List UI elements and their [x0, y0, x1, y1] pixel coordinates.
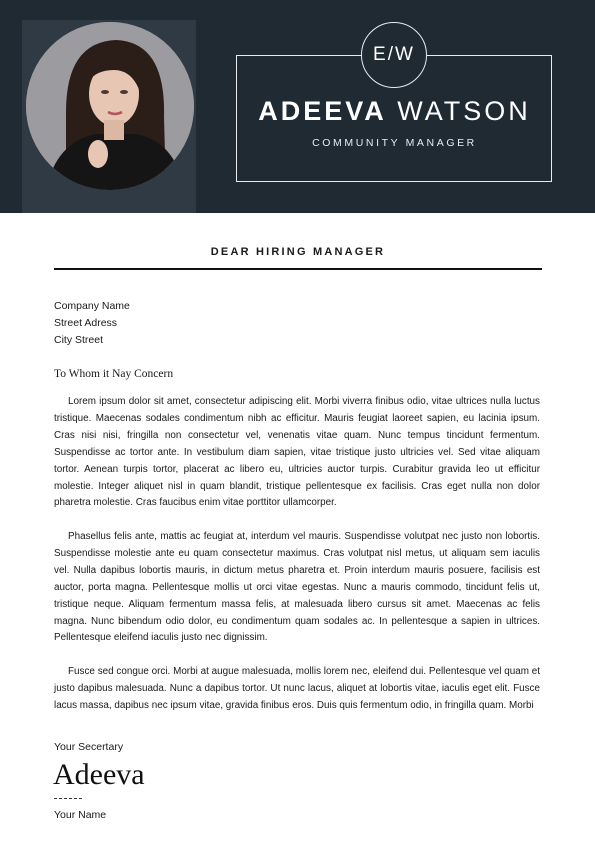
closing: Your Secertary	[54, 741, 124, 753]
job-title: COMMUNITY MANAGER	[312, 137, 477, 149]
address-line: Company Name	[54, 300, 130, 312]
signature-line	[54, 798, 82, 800]
body-paragraph: Lorem ipsum dolor sit amet, consectetur adipiscing elit. Morbi viverra finibus odio, vitae ultrices nulla luctus tristique. Maecenas sodales condimentum nibh ac efficitur. Mauris feugiat laoreet sapien, eu lacinia ipsum. Cras nisi nisi, fringilla non consectetur vel, venenatis vitae quam. Nunc tempus tincidunt fermentum. Suspendisse ac tortor ante. In vestibulum diam sapien, vitae tristique justo ultricies vel. Sed vitae aliquam tortor. Aenean turpis tortor, placerat ac libero eu, ultricies auctor turpis. Curabitur gravida leo ut efficitur molestie. Integer aliquet nisl in quam blandit, tristique pellentesque ex facilisis. Cras eget nulla non dolor pharetra molestie. Cras faucibus enim vitae porttitor ullamcorper.	[54, 396, 540, 509]
first-name: ADEEVA	[258, 96, 387, 126]
heading-divider	[54, 268, 542, 270]
signature: Adeeva	[53, 758, 145, 791]
full-name	[236, 96, 553, 127]
name-label: Your Name	[54, 809, 107, 821]
greeting: To Whom it Nay Concern	[54, 368, 174, 380]
body-paragraph: Fusce sed congue orci. Morbi at augue malesuada, mollis lorem nec, eleifend dui. Pellentesque vel quam et justo dapibus malesuada. Nunc a dapibus tortor. Ut nunc lacus, aliquet at lobortis vitae, iaculis eget elit. Fusce lacus massa, dapibus nec ipsum vitae, gravida finibus eros. Duis quis fermentum odio, in fringilla quam. Morbi	[54, 666, 540, 711]
profile-photo	[26, 22, 194, 190]
body-paragraph: Phasellus felis ante, mattis ac feugiat at, interdum vel mauris. Suspendisse volutpat nec justo non lobortis. Suspendisse molestie ante eu quam consectetur maximus. Cras volutpat nisl metus, ut aliquam sem iaculis vel. Nulla dapibus lobortis mauris, in dictum metus pharetra et. Proin interdum mauris posuere, facilisis est auctor, porta magna. Pellentesque mollis ut orci vitae egestas. Nunc a mauris commodo, tincidunt felis ut, tristique neque. Aliquam fermentum massa felis, at malesuada libero cursus sit amet. Maecenas ac felis magna. Nunc bibendum odio dolor, eu condimentum quam sodales ac. In pellentesque a sapien in ultrices. Pellentesque eleifend iaculis justo nec dignissim.	[54, 531, 540, 644]
recipient-address	[54, 298, 130, 349]
address-line: Street Adress	[54, 317, 118, 329]
address-line: City Street	[54, 334, 104, 346]
monogram: E/W	[361, 22, 427, 88]
letter-heading: DEAR HIRING MANAGER	[210, 246, 386, 258]
last-name: WATSON	[397, 96, 531, 126]
